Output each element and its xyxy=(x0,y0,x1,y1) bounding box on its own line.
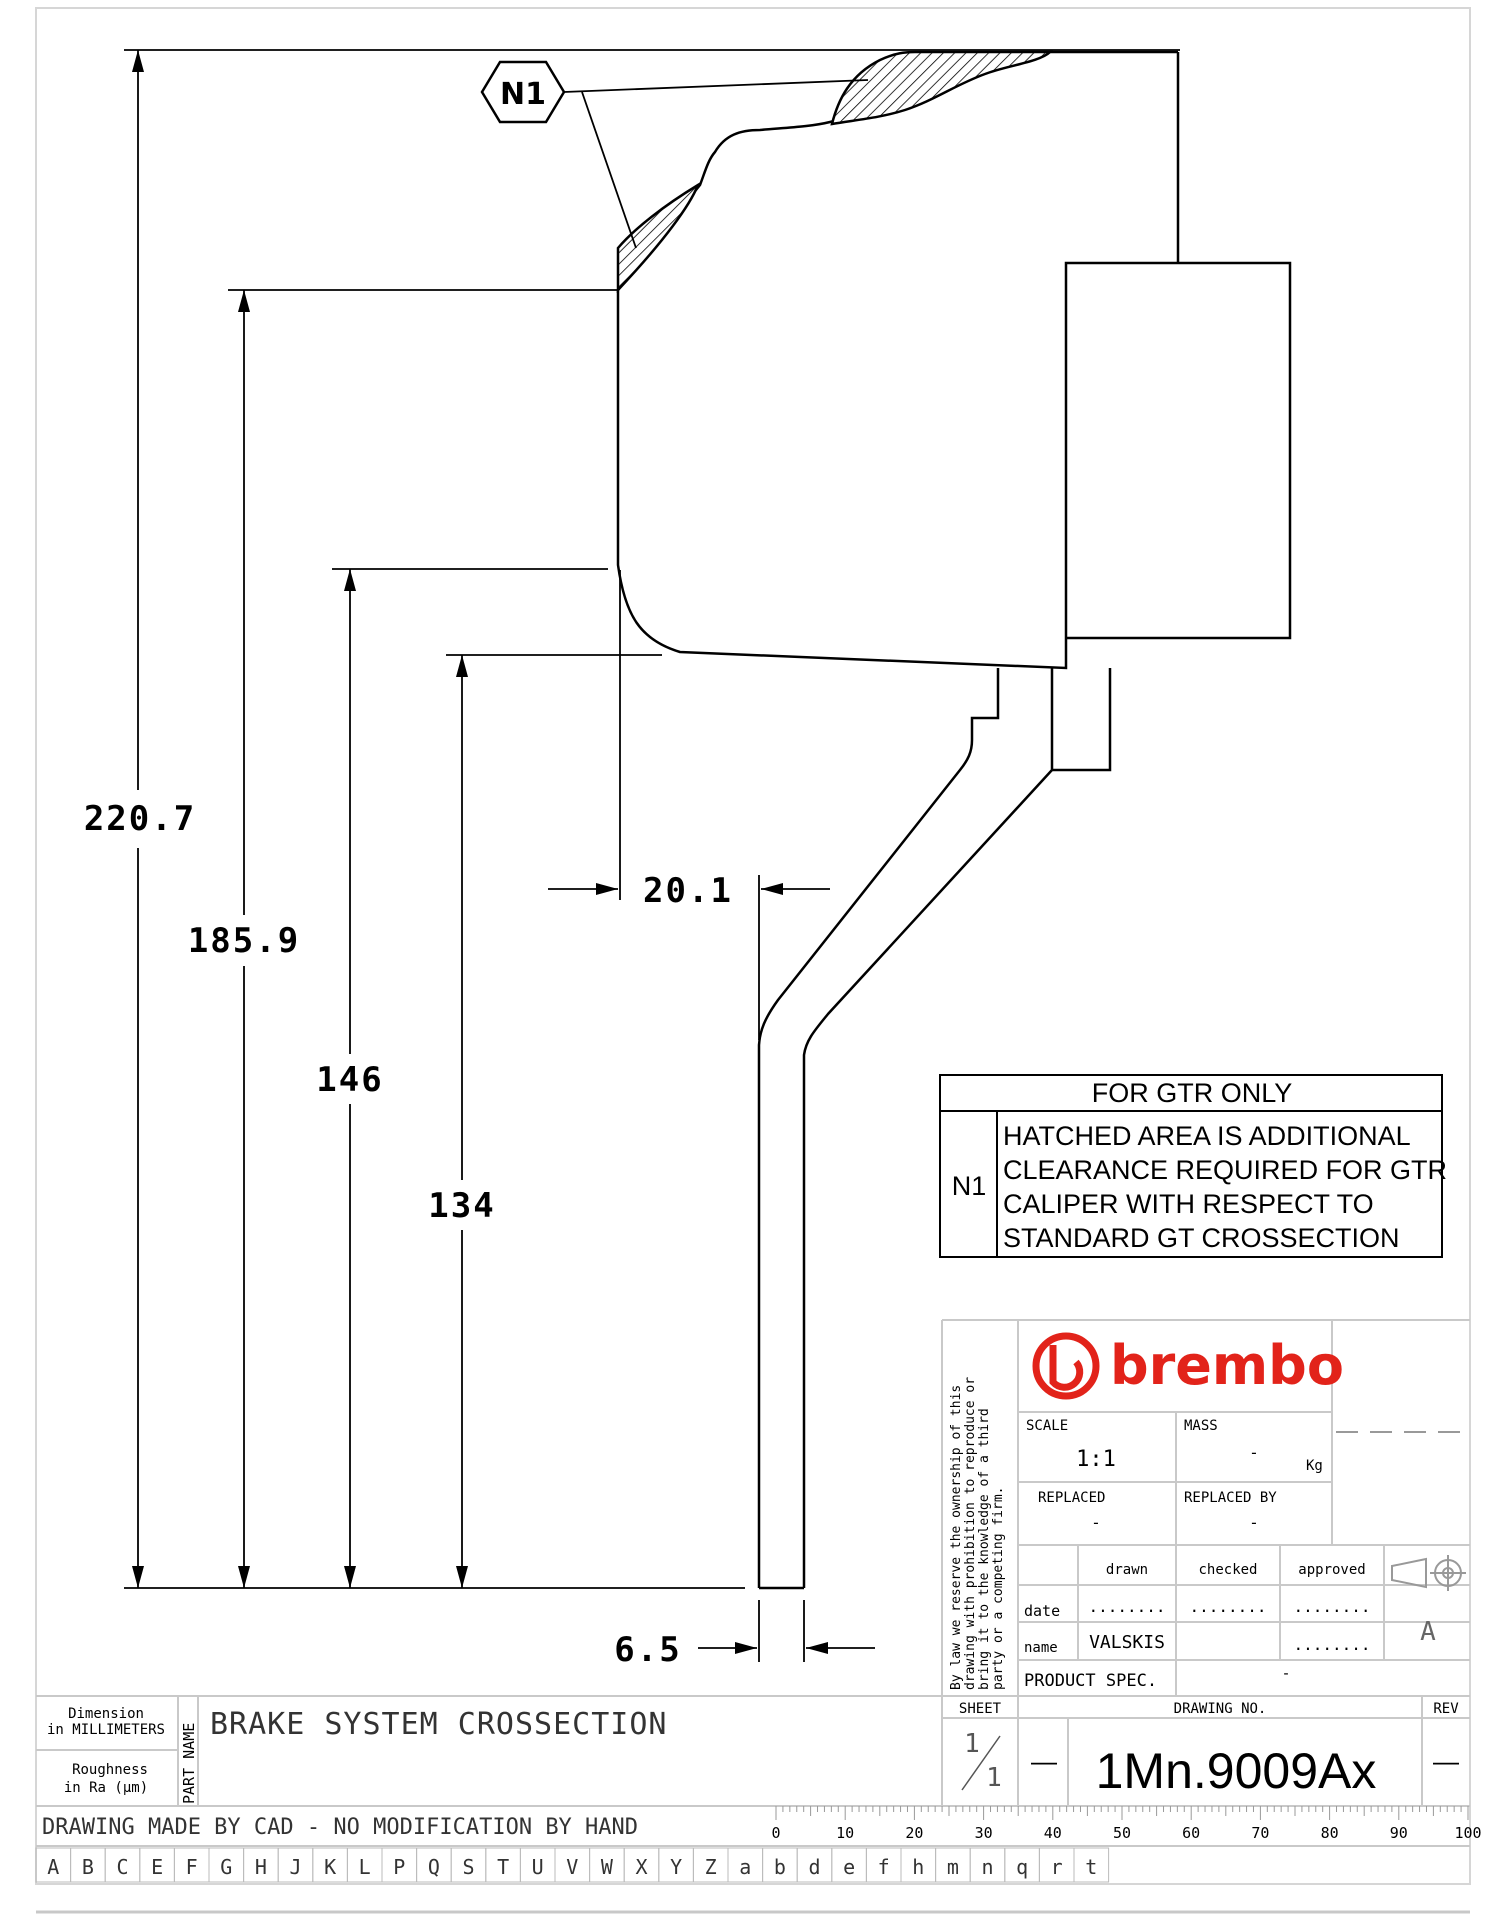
grid-reference-letter: t xyxy=(1085,1855,1098,1879)
ruler-label: 70 xyxy=(1251,1824,1270,1842)
note-id: N1 xyxy=(951,1171,987,1201)
drawing-no-label: DRAWING NO. xyxy=(1173,1701,1267,1717)
ruler-labels xyxy=(771,1824,1481,1842)
grid-reference-letter: S xyxy=(462,1855,475,1879)
grid-reference-letter: H xyxy=(254,1855,267,1879)
grid-reference-letter: e xyxy=(843,1855,856,1879)
ruler-label: 30 xyxy=(974,1824,993,1842)
mass-label: MASS xyxy=(1184,1418,1218,1434)
ruler-label: 80 xyxy=(1320,1824,1339,1842)
ruler-label: 10 xyxy=(836,1824,855,1842)
dimension-220-7: 220.7 xyxy=(83,799,197,839)
scale-label: SCALE xyxy=(1026,1418,1069,1434)
drawing-number: 1Mn.9009Ax xyxy=(1095,1743,1377,1799)
part-name: BRAKE SYSTEM CROSSECTION xyxy=(210,1707,668,1742)
legal-line-4: party or a competing firm. xyxy=(991,1486,1006,1690)
grid-reference-letter: K xyxy=(324,1855,337,1879)
ruler-label: 50 xyxy=(1112,1824,1132,1842)
dimension-label-2: in MILLIMETERS xyxy=(46,1722,166,1738)
mass-unit: Kg xyxy=(1306,1458,1323,1474)
note-line-1: HATCHED AREA IS ADDITIONAL xyxy=(1003,1121,1411,1151)
hatched-area-side xyxy=(618,185,698,290)
ruler-label: 100 xyxy=(1454,1824,1482,1842)
grid-reference-row xyxy=(36,1848,1109,1882)
date-checked-dots: ........ xyxy=(1189,1597,1267,1616)
ruler-label: 40 xyxy=(1043,1824,1062,1842)
grid-reference-letter: L xyxy=(358,1855,371,1879)
date-drawn-dots: ........ xyxy=(1088,1597,1166,1616)
roughness-label-1: Roughness xyxy=(72,1762,148,1778)
note-box xyxy=(940,1075,1447,1257)
grid-reference-letter: Q xyxy=(427,1855,440,1879)
dimension-146: 146 xyxy=(316,1060,384,1100)
dimension-134: 134 xyxy=(428,1186,496,1226)
grid-reference-letter: Z xyxy=(704,1855,717,1879)
name-label: name xyxy=(1024,1640,1058,1656)
date-approved-dots: ........ xyxy=(1293,1597,1371,1616)
grid-reference-letter: F xyxy=(185,1855,198,1879)
rev-value: — xyxy=(1433,1746,1459,1776)
grid-reference-letter: X xyxy=(635,1855,648,1879)
note-line-4: STANDARD GT CROSSECTION xyxy=(1003,1223,1400,1253)
dimension-20-1: 20.1 xyxy=(643,871,733,911)
legal-line-2: drawing with prohibition to reproduce or xyxy=(963,1376,978,1690)
grid-reference-letter: W xyxy=(600,1855,613,1879)
note-line-3: CALIPER WITH RESPECT TO xyxy=(1003,1189,1374,1219)
grid-reference-letter: J xyxy=(289,1855,302,1879)
hatched-area-top xyxy=(832,52,1050,124)
ruler-label: 60 xyxy=(1182,1824,1201,1842)
sheet-number: 1 xyxy=(964,1729,980,1759)
replaced-label: REPLACED xyxy=(1038,1490,1106,1506)
grid-reference-letter: d xyxy=(808,1855,821,1879)
grid-reference-letter: T xyxy=(497,1855,510,1879)
grid-reference-letter: A xyxy=(47,1855,60,1879)
grid-reference-letter: r xyxy=(1050,1855,1063,1879)
scale-value: 1:1 xyxy=(1076,1447,1116,1472)
note-title: FOR GTR ONLY xyxy=(1091,1078,1293,1108)
sheet-total: 1 xyxy=(986,1763,1002,1793)
n1-callout-tag: N1 xyxy=(500,77,546,112)
grid-reference-letter: f xyxy=(877,1855,890,1879)
dimension-6-5: 6.5 xyxy=(614,1630,682,1670)
dimension-185-9: 185.9 xyxy=(187,921,301,961)
grid-reference-letter: V xyxy=(566,1855,579,1879)
format-letter: A xyxy=(1420,1617,1436,1647)
grid-reference-letter: b xyxy=(773,1855,786,1879)
grid-reference-letter: G xyxy=(220,1855,233,1879)
legal-line-3: bring it to the knowledge of a third xyxy=(977,1408,992,1690)
replaced-by-label: REPLACED BY xyxy=(1184,1490,1277,1506)
part-name-label: PART NAME xyxy=(180,1722,198,1804)
dimension-lines xyxy=(124,50,1180,1662)
date-label: date xyxy=(1024,1602,1061,1620)
grid-reference-letter: E xyxy=(151,1855,164,1879)
product-spec-label: PRODUCT SPEC. xyxy=(1024,1671,1158,1691)
drawn-label: drawn xyxy=(1105,1562,1149,1578)
grid-reference-letter: q xyxy=(1016,1855,1029,1879)
grid-reference-letter: Y xyxy=(670,1855,683,1879)
grid-reference-letter: n xyxy=(981,1855,994,1879)
drawing-dash: — xyxy=(1031,1746,1057,1776)
replaced-value: - xyxy=(1091,1513,1101,1532)
ruler-label: 90 xyxy=(1389,1824,1408,1842)
cad-note: DRAWING MADE BY CAD - NO MODIFICATION BY HAND xyxy=(42,1815,639,1840)
grid-reference-letter: a xyxy=(739,1855,752,1879)
grid-reference-letter: h xyxy=(912,1855,925,1879)
grid-reference-letter: P xyxy=(393,1855,406,1879)
brembo-logo xyxy=(1036,1334,1344,1397)
rev-label: REV xyxy=(1433,1701,1459,1717)
ruler-label: 0 xyxy=(771,1824,781,1842)
drawn-name: VALSKIS xyxy=(1089,1632,1165,1653)
approved-label: approved xyxy=(1298,1562,1366,1578)
brembo-logo-text: brembo xyxy=(1110,1334,1344,1397)
checked-label: checked xyxy=(1198,1562,1258,1578)
grid-reference-letter: B xyxy=(81,1855,94,1879)
caliper-profile xyxy=(618,52,1290,668)
sheet-label: SHEET xyxy=(958,1701,1002,1717)
legal-line-1: By law we reserve the ownership of this xyxy=(949,1384,964,1690)
ruler-label: 20 xyxy=(905,1824,924,1842)
grid-reference-letter: C xyxy=(116,1855,129,1879)
replaced-by-value: - xyxy=(1249,1513,1259,1532)
name-approved-dots: ........ xyxy=(1293,1635,1371,1654)
note-line-2: CLEARANCE REQUIRED FOR GTR xyxy=(1003,1155,1448,1185)
ruler xyxy=(776,1806,1468,1820)
roughness-label-2: in Ra (μm) xyxy=(63,1780,149,1796)
mass-value: - xyxy=(1249,1443,1259,1462)
dimension-label-1: Dimension xyxy=(68,1706,144,1722)
grid-reference-letter: U xyxy=(531,1855,544,1879)
grid-reference-letter: m xyxy=(946,1855,959,1879)
product-spec-value: - xyxy=(1281,1664,1291,1682)
